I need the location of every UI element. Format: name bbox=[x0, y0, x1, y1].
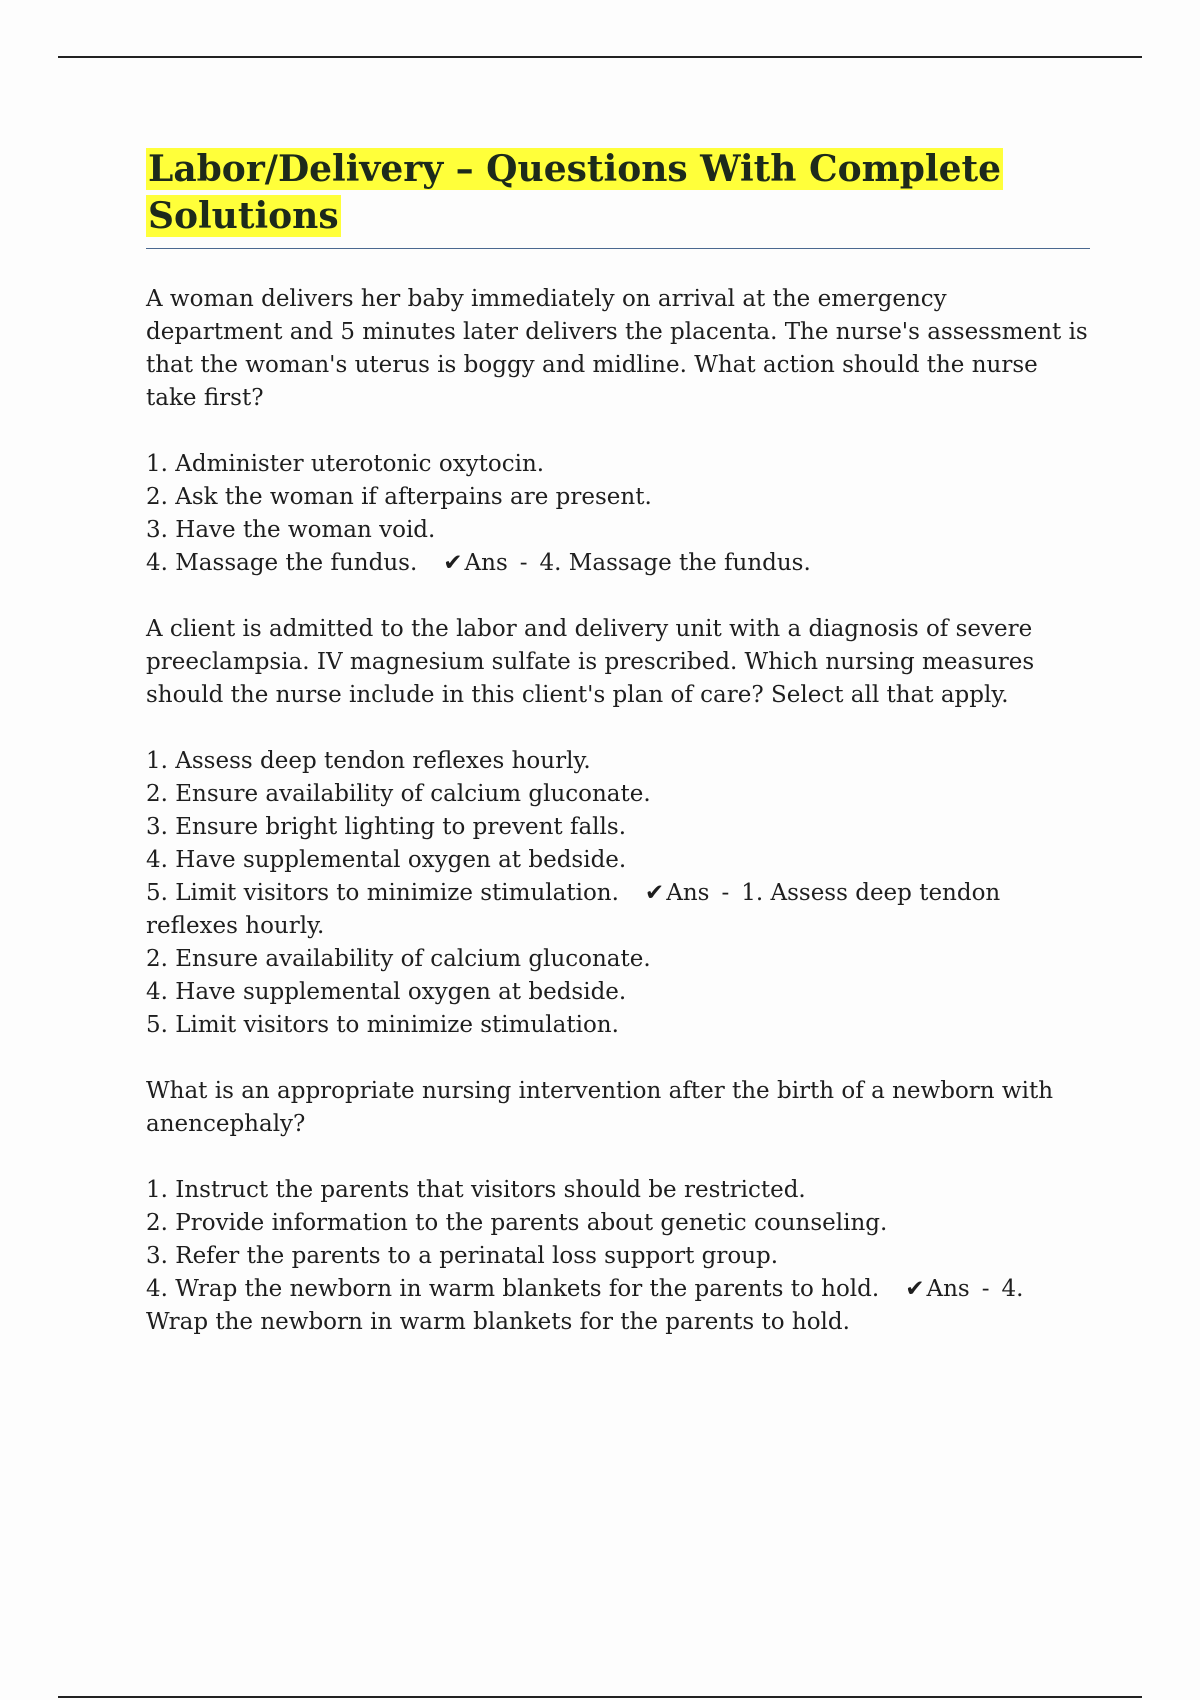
question-3-prompt: What is an appropriate nursing intervention after the birth of a newborn with anencephaly? bbox=[146, 1078, 1054, 1137]
option-item-with-answer bbox=[146, 547, 1090, 580]
option-item: 3. Have the woman void. bbox=[146, 517, 436, 543]
checkmark-icon: ✔ bbox=[644, 880, 665, 906]
document-content bbox=[146, 146, 1090, 1372]
answer-line: 2. Ensure availability of calcium gluconate. bbox=[146, 946, 651, 972]
option-item-with-answer bbox=[146, 1273, 1090, 1339]
answer-separator: - bbox=[981, 1276, 990, 1302]
answer-line: 5. Limit visitors to minimize stimulation. bbox=[146, 1012, 619, 1038]
answer-label: Ans bbox=[666, 880, 710, 906]
option-item: 1. Instruct the parents that visitors should be restricted. bbox=[146, 1177, 806, 1203]
title-underline bbox=[146, 248, 1090, 249]
answer-text: 4. Massage the fundus. bbox=[539, 550, 811, 576]
question-1-prompt: A woman delivers her baby immediately on arrival at the emergency department and 5 minutes later delivers the placenta. The nurse's assessment is that the woman's uterus is boggy and midline. What action should the nurse take first? bbox=[146, 286, 1088, 411]
option-item-with-answer bbox=[146, 877, 1090, 943]
option-text: 4. Wrap the newborn in warm blankets for the parents to hold. bbox=[146, 1276, 880, 1302]
answer-line: 4. Have supplemental oxygen at bedside. bbox=[146, 979, 627, 1005]
answer-text: 1. Assess deep tendon reflexes hourly. bbox=[146, 880, 1001, 939]
title-line-2: Solutions bbox=[148, 195, 339, 237]
option-item: 2. Provide information to the parents about genetic counseling. bbox=[146, 1210, 888, 1236]
answer-separator: - bbox=[721, 880, 730, 906]
document-body bbox=[146, 283, 1090, 1339]
top-rule bbox=[58, 56, 1142, 58]
document-title bbox=[146, 146, 1090, 240]
question-2-prompt: A client is admitted to the labor and delivery unit with a diagnosis of severe preeclampsia. IV magnesium sulfate is prescribed. Which nursing measures should the nurse include in this client's plan of care? Select all that apply. bbox=[146, 616, 1035, 708]
option-item: 1. Administer uterotonic oxytocin. bbox=[146, 451, 545, 477]
option-item: 3. Ensure bright lighting to prevent falls. bbox=[146, 814, 627, 840]
option-item: 2. Ask the woman if afterpains are present. bbox=[146, 484, 652, 510]
checkmark-icon: ✔ bbox=[905, 1276, 925, 1302]
question-2-options bbox=[146, 745, 1090, 1042]
option-text: 5. Limit visitors to minimize stimulation. bbox=[146, 880, 619, 906]
answer-label: Ans bbox=[464, 550, 508, 576]
answer-separator: - bbox=[519, 550, 528, 576]
option-item: 4. Have supplemental oxygen at bedside. bbox=[146, 847, 627, 873]
title-line-1: Labor/Delivery – Questions With Complete bbox=[148, 148, 1002, 190]
question-1-options bbox=[146, 448, 1090, 580]
option-item: 1. Assess deep tendon reflexes hourly. bbox=[146, 748, 591, 774]
option-item: 2. Ensure availability of calcium gluconate. bbox=[146, 781, 651, 807]
answer-text: 4. Wrap the newborn in warm blankets for the parents to hold. bbox=[146, 1276, 1024, 1335]
bottom-rule bbox=[58, 1696, 1142, 1698]
option-text: 4. Massage the fundus. bbox=[146, 550, 418, 576]
checkmark-icon: ✔ bbox=[443, 550, 463, 576]
option-item: 3. Refer the parents to a perinatal loss support group. bbox=[146, 1243, 779, 1269]
answer-label: Ans bbox=[926, 1276, 970, 1302]
question-3-options bbox=[146, 1174, 1090, 1339]
title-highlight bbox=[146, 148, 1003, 237]
